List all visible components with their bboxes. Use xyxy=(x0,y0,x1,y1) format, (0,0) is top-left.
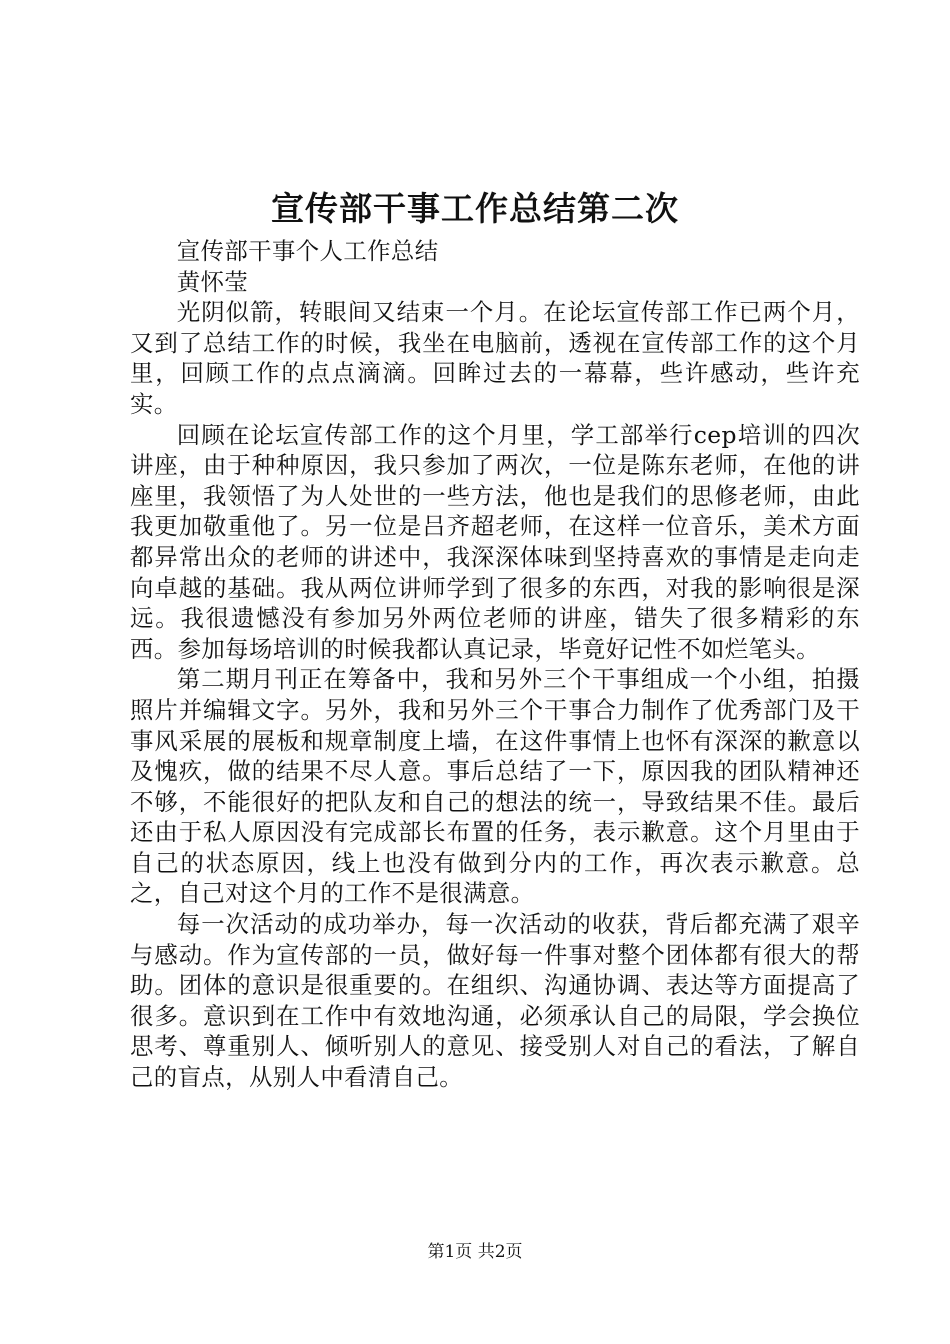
paragraph: 第二期月刊正在筹备中，我和另外三个干事组成一个小组，拍摄照片并编辑文字。另外，我和另外三个干事合力制作了优秀部门及干事风采展的展板和规章制度上墙，在这件事情上也怀有深深的歉意以及愧疚，做的结果不尽人意。事后总结了一下，原因我的团队精神还不够，不能很好的把队友和自己的想法的统一，导致结果不佳。最后还由于私人原因没有完成部长布置的任务，表示歉意。这个月里由于自己的状态原因，线上也没有做到分内的工作，再次表示歉意。总之，自己对这个月的工作不是很满意。 xyxy=(130,665,860,908)
paragraph: 回顾在论坛宣传部工作的这个月里，学工部举行cep培训的四次讲座，由于种种原因，我只参加了两次，一位是陈东老师，在他的讲座里，我领悟了为人处世的一些方法，他也是我们的思修老师，由此我更加敬重他了。另一位是吕齐超老师，在这样一位音乐，美术方面都异常出众的老师的讲述中，我深深体味到坚持喜欢的事情是走向走向卓越的基础。我从两位讲师学到了很多的东西，对我的影响很是深远。我很遗憾没有参加另外两位老师的讲座，错失了很多精彩的东西。参加每场培训的时候我都认真记录，毕竟好记性不如烂笔头。 xyxy=(130,420,860,663)
document-body xyxy=(130,236,860,1093)
paragraph: 光阴似箭，转眼间又结束一个月。在论坛宣传部工作已两个月，又到了总结工作的时候，我坐在电脑前，透视在宣传部工作的这个月里，回顾工作的点点滴滴。回眸过去的一幕幕，些许感动，些许充实。 xyxy=(130,298,860,418)
document-title: 宣传部干事工作总结第二次 xyxy=(271,189,679,228)
paragraph: 每一次活动的成功举办，每一次活动的收获，背后都充满了艰辛与感动。作为宣传部的一员，做好每一件事对整个团体都有很大的帮助。团体的意识是很重要的。在组织、沟通协调、表达等方面提高了很多。意识到在工作中有效地沟通，必须承认自己的局限，学会换位思考、尊重别人、倾听别人的意见、接受别人对自己的看法，了解自己的盲点，从别人中看清自己。 xyxy=(130,910,860,1092)
page-number-footer: 第1页 共2页 xyxy=(427,1242,523,1262)
document-subtitle: 宣传部干事个人工作总结 xyxy=(176,237,439,265)
document-author: 黄怀莹 xyxy=(176,267,249,296)
